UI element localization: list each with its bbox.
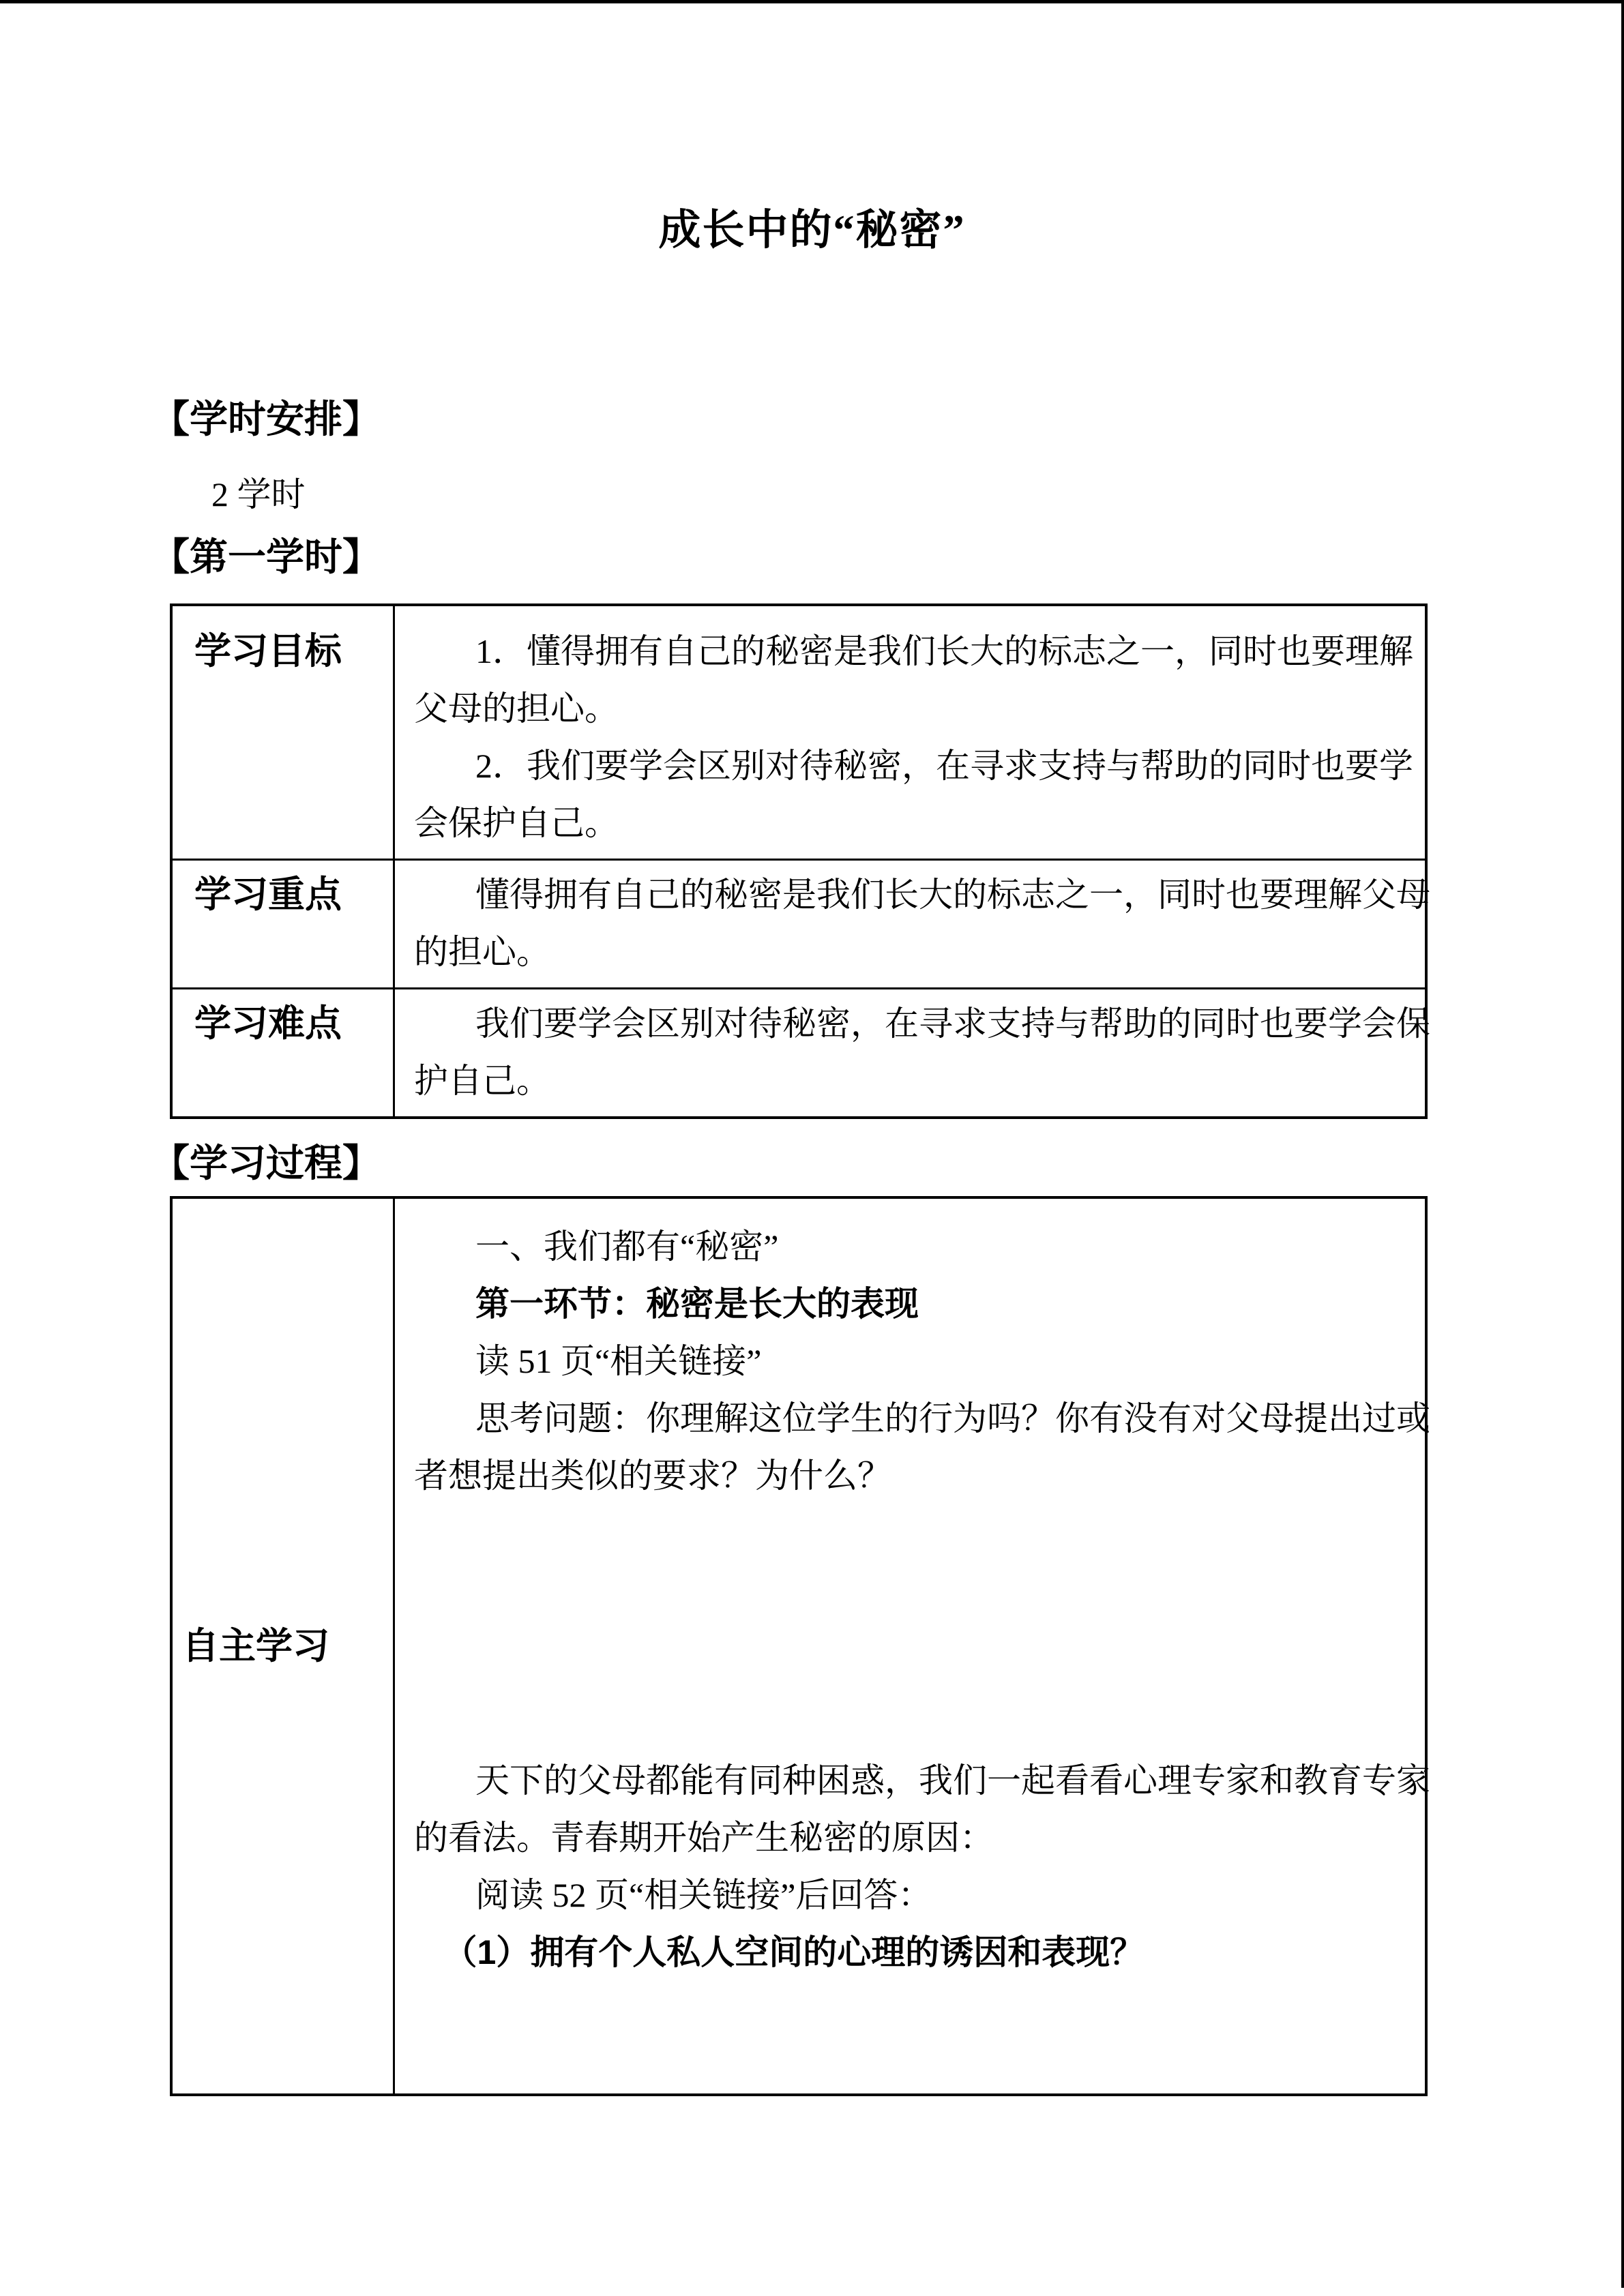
table-row-objectives: [171, 605, 1426, 860]
content-line: 懂得拥有自己的秘密是我们长大的标志之一，同时也要理解父母: [475, 876, 1430, 914]
content-line-bold: （1）拥有个人私人空间的心理的诱因和表现？: [443, 1933, 1145, 1971]
content-line: 的担心。: [414, 933, 550, 971]
document-title: 成长中的“秘密”: [658, 207, 966, 254]
table-row-self-study: [171, 1197, 1426, 2095]
row-content-cell: [394, 860, 1430, 989]
content-line: 思考问题：你理解这位学生的行为吗？你有没有对父母提出过或: [475, 1399, 1430, 1437]
row-label-self-study: 自主学习: [182, 1626, 329, 1667]
row-content-cell: [394, 989, 1430, 1118]
section-heading-first-period: 【第一学时】: [151, 537, 381, 579]
schedule-value: 2 学时: [211, 475, 306, 513]
content-line: 2．我们要学会区别对待秘密，在寻求支持与帮助的同时也要学: [475, 747, 1413, 785]
row-label-objectives: 学习目标: [194, 631, 342, 672]
section-heading-process: 【学习过程】: [151, 1143, 381, 1185]
table-row-focus: [171, 860, 1426, 989]
section-heading-schedule: 【学时安排】: [151, 399, 381, 441]
content-line: 天下的父母都能有同种困惑，我们一起看看心理专家和教育专家: [475, 1761, 1430, 1800]
content-line: 者想提出类似的要求？为什么？: [414, 1457, 891, 1495]
row-content-cell: [394, 1197, 1430, 2095]
content-line-bold: 第一环节：秘密是长大的表现: [475, 1285, 919, 1323]
blank-space: [414, 1981, 1398, 2093]
content-line: 的看法。青春期开始产生秘密的原因：: [414, 1819, 994, 1857]
row-label-cell: [171, 860, 394, 989]
table-row-difficulty: [171, 989, 1426, 1118]
content-line: 一、我们都有“秘密”: [475, 1227, 779, 1266]
content-line: 父母的担心。: [414, 689, 619, 728]
row-label-focus: 学习重点: [194, 874, 342, 915]
blank-space: [414, 1504, 1398, 1752]
content-line: 我们要学会区别对待秘密，在寻求支持与帮助的同时也要学会保: [475, 1004, 1430, 1043]
row-label-cell: [171, 605, 394, 860]
content-line: 阅读 52 页“相关链接”后回答：: [475, 1876, 932, 1914]
row-label-cell: [171, 989, 394, 1118]
overview-table: [170, 603, 1428, 1119]
row-content-cell: [394, 605, 1427, 860]
process-table: [170, 1196, 1428, 2096]
content-line: 读 51 页“相关链接”: [475, 1342, 762, 1380]
page-edge-right-line: [1621, 0, 1624, 2288]
content-line: 护自己。: [414, 1062, 550, 1100]
content-line: 会保护自己。: [414, 804, 619, 842]
content-line: 1．懂得拥有自己的秘密是我们长大的标志之一，同时也要理解: [475, 632, 1413, 670]
row-label-cell: [171, 1197, 394, 2095]
row-label-difficulty: 学习难点: [194, 1003, 342, 1044]
page-edge-top-line: [0, 0, 1624, 3]
